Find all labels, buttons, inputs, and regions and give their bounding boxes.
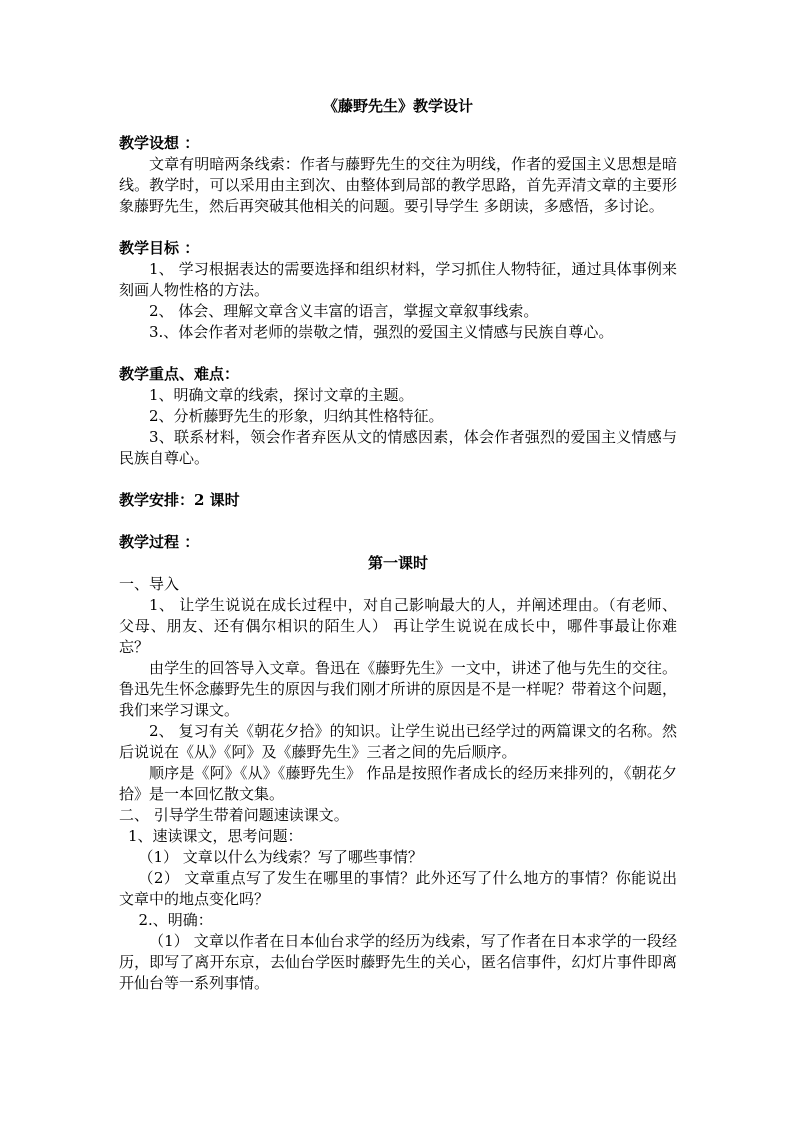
spacer xyxy=(119,511,677,532)
reading-question: （2） 文章重点写了发生在哪里的事情？此外还写了什么地方的事情？你能说出文章中的地点变化吗？ xyxy=(119,869,677,908)
reading-subheading: 1、速读课文，思考问题： xyxy=(128,827,303,845)
reading-question: （1） 文章以什么为线索？写了哪些事情？ xyxy=(138,848,423,866)
section-heading-process: 教学过程 ： xyxy=(119,533,200,551)
goal-item: 3.、体会作者对老师的崇敬之情，强烈的爱国主义情感与民族自尊心。 xyxy=(149,323,614,341)
part-heading-intro: 一、导入 xyxy=(119,575,180,593)
document-title: 《藤野先生》教学设计 xyxy=(322,97,473,115)
goal-item: 1、 学习根据表达的需要选择和组织材料，学习抓住人物特征，通过具体事例来刻画人物性格的方法。 xyxy=(119,260,677,299)
goal-item: 2、 体会、理解文章含义丰富的语言，掌握文章叙事线索。 xyxy=(149,302,539,320)
spacer xyxy=(119,469,677,490)
key-point-item: 1、明确文章的线索，探讨文章的主题。 xyxy=(149,386,414,404)
reading-subheading: 2.、明确： xyxy=(138,911,213,929)
spacer xyxy=(119,217,677,238)
intro-paragraph: 2、 复习有关《朝花夕拾》的知识。让学生说出已经学过的两篇课文的名称。然后说说在《从》《阿》及《藤野先生》三者之间的先后顺序。 xyxy=(119,722,677,761)
spacer xyxy=(119,343,677,364)
key-point-item: 3、联系材料，领会作者弃医从文的情感因素，体会作者强烈的爱国主义情感与民族自尊心。 xyxy=(119,428,677,467)
teaching-idea-paragraph: 文章有明暗两条线索：作者与藤野先生的交往为明线，作者的爱国主义思想是暗线。教学时，可以采用由主到次、由整体到局部的教学思路，首先弄清文章的主要形象藤野先生，然后再突破其他相关的问题。要引导学生 多朗读，多感悟，多讨论。 xyxy=(119,155,677,215)
part-heading-reading: 二、 引导学生带着问题速读课文。 xyxy=(119,806,349,824)
intro-paragraph: 1、 让学生说说在成长过程中，对自己影响最大的人，并阐述理由。（有老师、 父母、朋友、还有偶尔相识的陌生人） 再让学生说说在成长中，哪件事最让你难忘？ xyxy=(119,596,677,656)
intro-paragraph: 顺序是《阿》《从》《藤野先生》 作品是按照作者成长的经历来排列的，《朝花夕拾》是一本回忆散文集。 xyxy=(119,764,677,803)
intro-paragraph: 由学生的回答导入文章。鲁迅在《藤野先生》一文中，讲述了他与先生的交往。鲁迅先生怀念藤野先生的原因与我们刚才所讲的原因是不是一样呢？带着这个问题，我们来学习课文。 xyxy=(119,659,677,719)
document-page xyxy=(119,96,677,994)
section-heading-key-points: 教学重点、难点： xyxy=(119,365,240,383)
section-heading-teaching-idea: 教学设想 ： xyxy=(119,134,200,152)
key-point-item: 2、分析藤野先生的形象，归纳其性格特征。 xyxy=(149,407,444,425)
section-heading-schedule: 教学安排：2 课时 xyxy=(119,491,240,509)
lesson-title: 第一课时 xyxy=(367,554,428,572)
section-heading-teaching-goals: 教学目标 ： xyxy=(119,239,200,257)
reading-answer: （1） 文章以作者在日本仙台求学的经历为线索，写了作者在日本求学的一段经历，即写了离开东京，去仙台学医时藤野先生的关心，匿名信事件，幻灯片事件即离开仙台等一系列事情。 xyxy=(119,932,677,992)
